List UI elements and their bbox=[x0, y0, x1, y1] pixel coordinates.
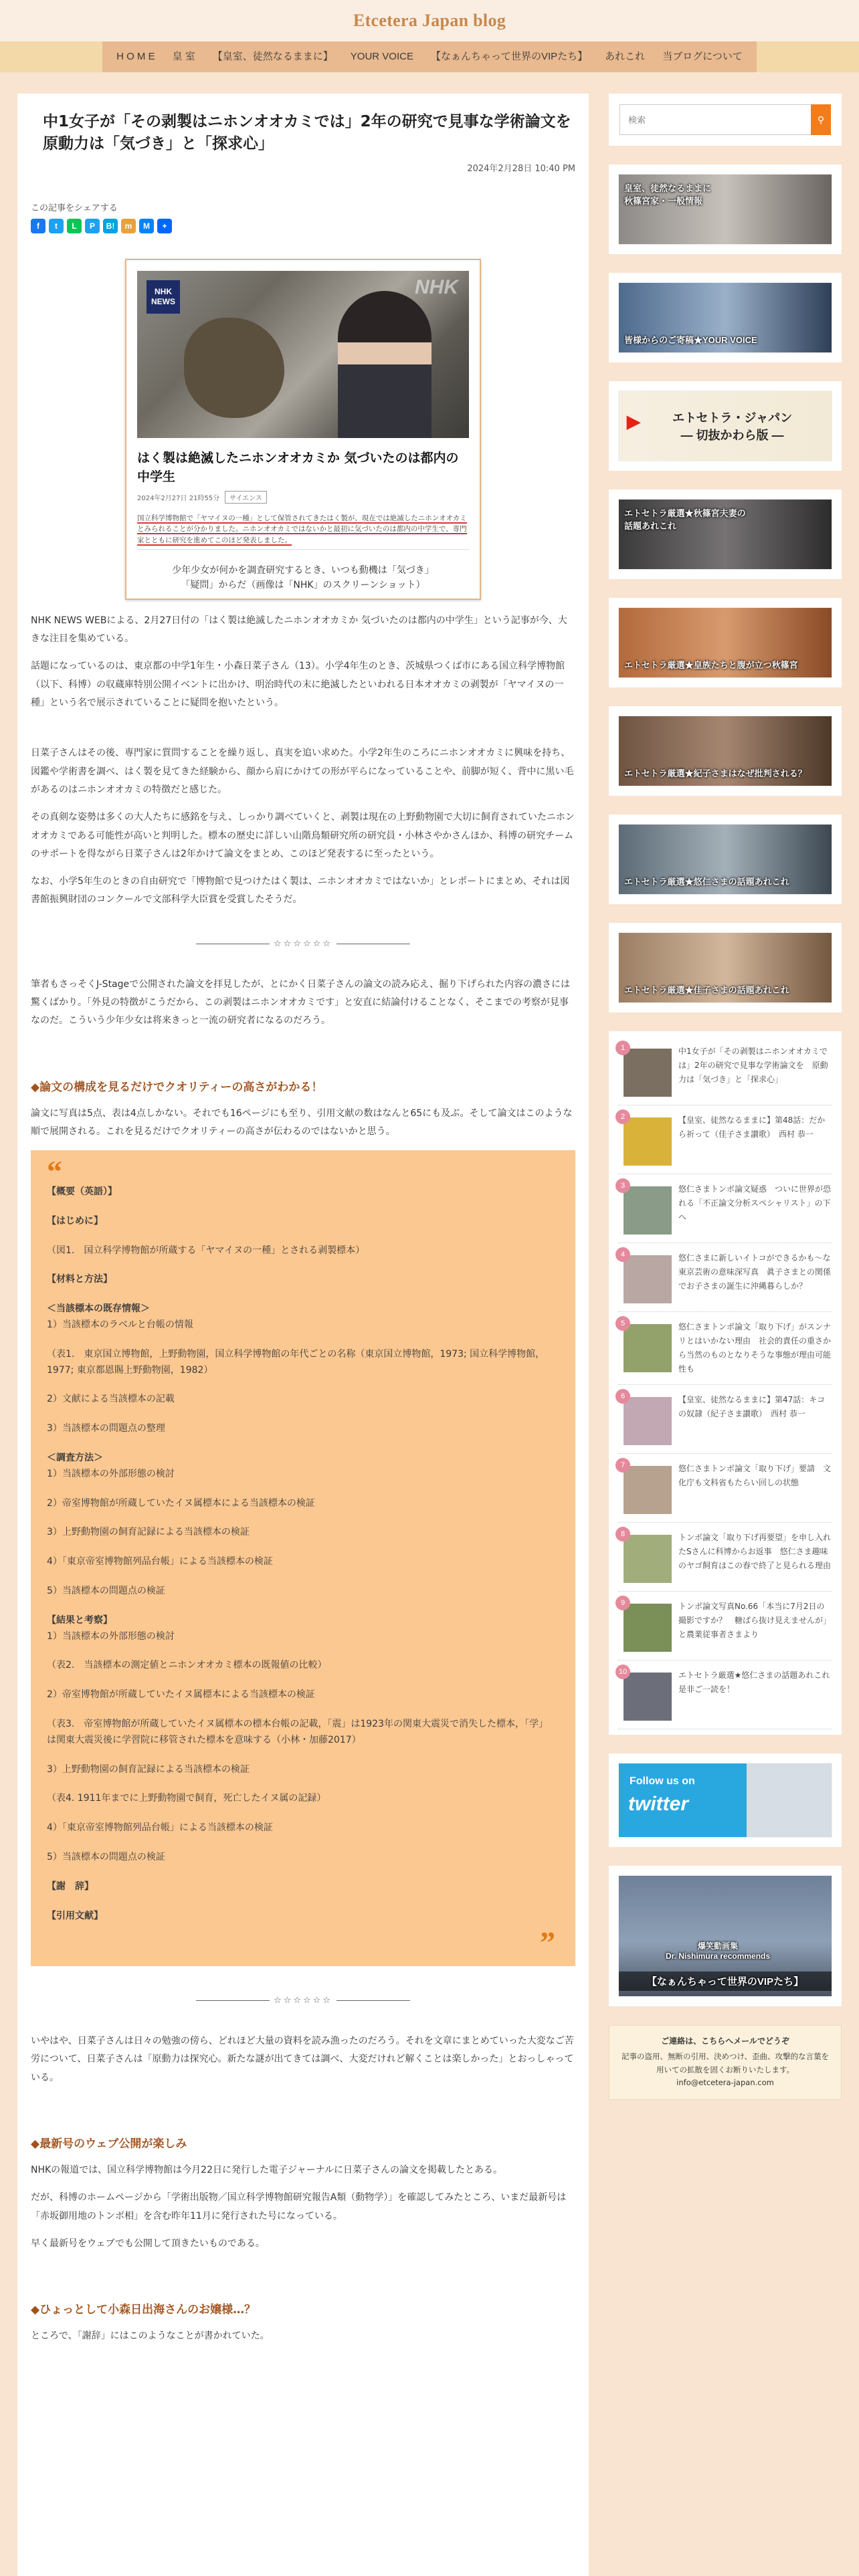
paragraph: 日菜子さんはその後、専門家に質問することを繰り返し、真実を追い求めた。小学2年生のころにニホンオオカミに興味を持ち、図鑑や学術書を調べ、はく製を見てきた経験から、顔から肩にかけての形が平らになっていることや、前脚が短く、背中に黒い毛があるのはニホンオオカミの特徴だと感じた。 bbox=[31, 748, 574, 795]
ranking-item[interactable] bbox=[618, 1312, 832, 1385]
outline-line bbox=[47, 1301, 555, 1333]
main-nav bbox=[0, 41, 859, 72]
rank-number-badge: 3 bbox=[615, 1178, 630, 1193]
banner-widget bbox=[609, 381, 842, 471]
outline-line: 【材料と方法】 bbox=[47, 1274, 112, 1285]
paragraph-group-b bbox=[31, 744, 575, 909]
line-icon[interactable]: L bbox=[67, 219, 82, 233]
divider-stars: ☆☆☆☆☆☆ bbox=[274, 938, 332, 949]
rank-number-badge: 8 bbox=[615, 1527, 630, 1541]
outline-line: 4）「東京帝室博物館列品台帳」による当該標本の検証 bbox=[47, 1556, 273, 1568]
search-widget bbox=[609, 94, 842, 146]
paragraph-group-c bbox=[31, 976, 575, 1031]
outline-item: 1）当該標本のラベルと台帳の情報 bbox=[47, 1319, 193, 1330]
divider-stars-2: ☆☆☆☆☆☆ bbox=[274, 1996, 332, 2006]
paragraph-group-a bbox=[31, 612, 575, 712]
news-body bbox=[137, 513, 469, 550]
banner-akishino[interactable] bbox=[618, 499, 832, 570]
ranking-thumbnail[interactable] bbox=[624, 1255, 672, 1303]
search-icon: ⚲ bbox=[817, 114, 825, 125]
paragraph: だが、科博のホームページから「学術出版物／国立科学博物館研究報告A類（動物学）」を確認してみたところ、いまだ最新号は「赤坂御用地のトンボ相」を含む昨年11月に発行された号になっている。 bbox=[31, 2192, 567, 2222]
outline-item: 1）当該標本の外部形態の検討 bbox=[47, 1468, 175, 1479]
outline-line: （表4. 1911年までに上野動物園で飼育，死亡したイヌ属の記録） bbox=[47, 1793, 326, 1804]
paragraph: 早く最新号をウェブでも公開して頂きたいものである。 bbox=[31, 2238, 265, 2249]
nav-item-3[interactable]: YOUR VOICE bbox=[350, 51, 413, 62]
outline-line: 【引用文献】 bbox=[47, 1910, 103, 1921]
outline-line: 4）「東京帝室博物館列品台帳」による当該標本の検証 bbox=[47, 1822, 273, 1834]
ranking-widget bbox=[609, 1031, 842, 1735]
rank-number-badge: 9 bbox=[615, 1596, 630, 1610]
twitter-follow-banner[interactable] bbox=[618, 1763, 832, 1838]
ranking-thumbnail[interactable] bbox=[624, 1604, 672, 1652]
figure-caption bbox=[126, 560, 480, 599]
banner-kiko-label: エトセトラ厳選★紀子さまはなぜ批判される？ bbox=[624, 768, 807, 778]
banner-widget bbox=[609, 923, 842, 1012]
hatena-icon[interactable]: B! bbox=[103, 219, 118, 233]
wolf-specimen-shape bbox=[184, 318, 284, 418]
outline-line: 2）帝室博物館が所蔵していたイヌ属標本による当該標本の検証 bbox=[47, 1497, 315, 1509]
rank-number-badge: 4 bbox=[615, 1247, 630, 1262]
site-header bbox=[0, 0, 859, 41]
quote-open-icon: “ bbox=[47, 1154, 62, 1189]
ranking-title-link[interactable]: 【皇室、徒然なるままに】第48話：だから祈って（佳子さま讃歌） 西村 恭一 bbox=[678, 1115, 826, 1139]
twitter-icon[interactable]: t bbox=[49, 219, 64, 233]
ranking-thumbnail[interactable] bbox=[624, 1117, 672, 1166]
ranking-thumbnail[interactable] bbox=[624, 1186, 672, 1235]
outline-line: 5）当該標本の問題点の検証 bbox=[47, 1585, 165, 1596]
vip-banner-top: 爆笑動画集 Dr. Nishimura recommends bbox=[666, 1941, 771, 1961]
banner-your-voice-label: 皆様からのご寄稿★YOUR VOICE bbox=[624, 335, 757, 345]
paragraph-group-d bbox=[31, 2032, 575, 2087]
twitter-logo-text: twitter bbox=[628, 1793, 688, 1815]
banner-kiko[interactable] bbox=[618, 716, 832, 786]
contact-widget bbox=[609, 2025, 842, 2100]
rank-number-badge: 10 bbox=[615, 1665, 630, 1679]
sidebar bbox=[609, 94, 842, 2119]
rank-number-badge: 5 bbox=[615, 1316, 630, 1331]
outline-line: 【はじめに】 bbox=[47, 1215, 103, 1226]
quote-close-icon: ” bbox=[540, 1925, 555, 1960]
outline-line: 【概要（英語）】 bbox=[47, 1186, 117, 1197]
banner-anger[interactable] bbox=[618, 607, 832, 678]
messenger-icon[interactable]: M bbox=[139, 219, 154, 233]
ranking-item[interactable] bbox=[618, 1105, 832, 1174]
banner-anger-label: エトセトラ厳選★皇族たちと腹が立つ秋篠宮 bbox=[624, 660, 798, 670]
ranking-item[interactable] bbox=[618, 1385, 832, 1454]
nhk-news-logo bbox=[147, 280, 180, 314]
news-tag: サイエンス bbox=[225, 491, 267, 504]
ranking-title-link[interactable]: 悠仁さまトンボ論文「取り下げ」要請 文化庁も文科省もたらい回しの状態 bbox=[678, 1464, 832, 1487]
caption-line-2: 「疑問」からだ（画像は「NHK」のスクリーンショット） bbox=[181, 580, 425, 591]
caption-line-1: 少年少女が何かを調査研究するとき、いつも動機は「気づき」 bbox=[172, 565, 434, 576]
outline-line: 3）上野動物園の飼育記録による当該標本の検証 bbox=[47, 1527, 250, 1538]
contact-title: ご連絡は、こちらへメールでどうぞ bbox=[661, 2036, 789, 2046]
ranking-item[interactable] bbox=[618, 1660, 838, 1729]
ranking-title-link[interactable]: トンボ論文写真No.66「本当に7月2日の撮影ですか？ 糖ばら抜け見えませんが」と農業従事者さまより bbox=[678, 1602, 832, 1639]
section-heading-web: ◆最新号のウェブ公開が楽しみ bbox=[31, 2137, 187, 2151]
nav-item-6[interactable]: 当ブログについて bbox=[662, 51, 743, 62]
pocket-icon[interactable]: P bbox=[85, 219, 100, 233]
ranking-title-link[interactable]: 悠仁さまトンボ論文「取り下げ」がスンナリとはいかない理由 社会的責任の重さから当然のものとなりそうな事態が理由可能性も bbox=[678, 1322, 832, 1374]
section-heading-structure: ◆論文の構成を見るだけでクオリティーの高さがわかる！ bbox=[31, 1080, 323, 1094]
vip-widget bbox=[609, 1866, 842, 2006]
nav-item-0[interactable]: H O M E bbox=[116, 51, 155, 62]
banner-youtube-label: エトセトラ・ジャパン — 切抜かわら版 — bbox=[672, 411, 793, 442]
outline-line: 3）上野動物園の飼育記録による当該標本の検証 bbox=[47, 1763, 250, 1775]
paper-outline-quote bbox=[31, 1150, 575, 1966]
facebook-icon[interactable]: f bbox=[31, 219, 45, 233]
ranking-item[interactable] bbox=[618, 1523, 832, 1592]
twitter-widget bbox=[609, 1753, 842, 1847]
page-title: 中1女子が「その剥製はニホンオオカミでは」2年の研究で見事な学術論文を 原動力は「気づき」と「探求心」 bbox=[43, 113, 587, 153]
nhk-badge-text: NHK NEWS bbox=[151, 287, 175, 306]
ranking-title-link[interactable]: 悠仁さまトンボ論文疑惑 ついに世界が恐れる「不正論文分析スペシャリスト」の下へ bbox=[678, 1184, 832, 1222]
share-buttons bbox=[31, 219, 575, 233]
ranking-title-link[interactable]: エトセトラ厳選★悠仁さまの話題あれこれ 是非ご一読を！ bbox=[678, 1671, 838, 1694]
outline-line: （表2. 当該標本の測定値とニホンオオカミ標本の既報値の比較） bbox=[47, 1660, 327, 1671]
rank-number-badge: 2 bbox=[615, 1109, 630, 1124]
ranking-thumbnail[interactable] bbox=[624, 1397, 672, 1445]
paragraph: 話題になっているのは、東京都の中学1年生・小森日菜子さん（13）。小学4年生のとき、茨城県つくば市にある国立科学博物館（以下、科博）の収蔵庫特別公開イベントに出かけ、明治時代の末に絶滅したといわれる日本オオカミの剥製が「ヤマイヌの一種」という名で展示されていることに疑問を抱いたという。 bbox=[31, 661, 565, 709]
section-paragraph: 論文に写真は5点、表は4点しかない。それでも16ページにも至り、引用文献の数はなんと65にも及ぶ。そして論文はこのような順で展開される。これを見るだけでクオリティーの高さが伝わるのではないかと思う。 bbox=[31, 1107, 573, 1137]
search-box bbox=[619, 104, 831, 135]
nav-item-4[interactable]: 【なぁんちゃって世界のVIPたち】 bbox=[430, 51, 588, 62]
twitter-follow-text: Follow us on bbox=[630, 1776, 695, 1787]
nav-item-2[interactable]: 【皇室、徒然なるままに】 bbox=[212, 51, 333, 62]
outline-item: 1）当該標本の外部形態の検討 bbox=[47, 1630, 175, 1642]
vip-video-banner[interactable] bbox=[618, 1875, 832, 1997]
article bbox=[17, 94, 589, 2576]
main-nav-items bbox=[102, 41, 757, 72]
news-body-text: 国立科学博物館で「ヤマイヌの一種」として保管されてきたはく製が、現在では絶滅したニホンオオカミとみられることが分かりました。ニホンオオカミではないかと最初に気づいたのは都内の中学生で、専門家とともに研究を進めてこのほど発表しました。 bbox=[137, 514, 467, 545]
contact-body: 記事の盗用、無断の引用、決めつけ、歪曲、攻撃的な言葉を用いての拡散を固くお断りいたします。 info@etcetera-japan.com bbox=[621, 2052, 830, 2088]
ranking-title-link[interactable]: 中1女子が「その剥製はニホンオオカミでは」2年の研究で見事な学術論文を 原動力は「気づき」と「探求心」 bbox=[678, 1047, 828, 1084]
ranking-thumbnail[interactable] bbox=[624, 1049, 672, 1097]
section-divider bbox=[31, 939, 575, 949]
nhk-screenshot bbox=[137, 271, 469, 550]
outline-subheading: ＜当該標本の既存情報＞ bbox=[47, 1303, 150, 1315]
outline-line: 3）当該標本の問題点の整理 bbox=[47, 1423, 165, 1434]
ranking-item[interactable] bbox=[618, 1243, 832, 1312]
banner-widget bbox=[609, 165, 842, 254]
outline-subheading: ＜調査方法＞ bbox=[47, 1452, 103, 1463]
outline-line: （表3. 帝室博物館が所蔵していたイヌ属標本の標本台帳の記載，「震」は1923年の関東大震災で消失した標本，「学」は関東大震災後に学習院に移管された標本を意味する（小林・加藤2017） bbox=[47, 1718, 548, 1745]
banner-widget bbox=[609, 273, 842, 362]
nav-item-1[interactable]: 皇 室 bbox=[172, 51, 195, 62]
nav-item-5[interactable]: あれこれ bbox=[605, 51, 646, 62]
outline-subheading: 【結果と考察】 bbox=[47, 1614, 112, 1626]
banner-youtube[interactable] bbox=[618, 391, 832, 461]
search-input[interactable] bbox=[619, 104, 811, 135]
banner-your-voice[interactable] bbox=[618, 282, 832, 353]
paragraph: 筆者もさっそくJ-Stageで公開された論文を拝見したが、とにかく日菜子さんの論文の読み応え、掘り下げられた内容の濃さには驚くばかり。「外見の特徴がこうだから、この剥製はニホンオオカミです」と安直に結論付けることなく、そこまでの考察が見事なのだ。こういう少年少女は将来きっと一流の研究者になるのだろう。 bbox=[31, 978, 570, 1027]
student-shape bbox=[338, 291, 432, 438]
ranking-title-link[interactable]: トンボ論文「取り下げ再要望」を申し入れたSさんに科博からお返事 悠仁さま趣味のヤゴ飼育はこの春で終了と見られる理由 bbox=[678, 1533, 832, 1570]
news-date: 2024年2月27日 21時55分 bbox=[137, 494, 220, 502]
rank-number-badge: 6 bbox=[615, 1389, 630, 1404]
ranking-thumbnail[interactable] bbox=[624, 1466, 672, 1514]
outline-line bbox=[47, 1613, 555, 1645]
banner-hisahito[interactable] bbox=[618, 824, 832, 895]
banner-widget bbox=[609, 706, 842, 796]
share-plus-icon[interactable]: + bbox=[157, 219, 172, 233]
ranking-thumbnail[interactable] bbox=[624, 1324, 672, 1372]
youtube-icon: ▶ bbox=[627, 411, 640, 431]
outline-line: （表1. 東京国立博物館，上野動物園，国立科学博物館の年代ごとの名称（東京国立博物館，1973; 国立科学博物館，1977; 東京都恩賜上野動物園，1982） bbox=[47, 1348, 545, 1376]
banner-widget bbox=[609, 490, 842, 579]
category-banners bbox=[609, 165, 842, 1012]
ranking-title-link[interactable]: 悠仁さまに新しいイトコができるかも〜な東京芸術の意味深写真 眞子さまとの関係でお子さまの誕生に沖縄暮らしか？ bbox=[678, 1253, 832, 1291]
banner-koshitsu[interactable] bbox=[618, 174, 832, 245]
nhk-watermark: NHK bbox=[415, 276, 458, 298]
paragraph: その真剣な姿勢は多くの大人たちに感銘を与え、しっかり調べていくと、剥製は現在の上野動物園で大切に飼育されていたニホンオオカミである可能性が高いと判明した。標本の歴史に詳しい山階鳥類研究所の研究員・小林さやかさんほか、科博の研究チームのサポートを得ながら日菜子さんは2年かけて論文をまとめ、このほど発表するに至ったという。 bbox=[31, 812, 575, 859]
banner-widget bbox=[609, 815, 842, 904]
banner-kako[interactable] bbox=[618, 932, 832, 1003]
paragraph: なお、小学5年生のときの自由研究で「博物館で見つけたはく製は、ニホンオオカミではないか」とレポートにまとめ、それは図書館振興財団のコンクールで文部科学大臣賞を受賞したそうだ。 bbox=[31, 876, 570, 905]
news-meta bbox=[137, 491, 469, 504]
banner-akishino-label: エトセトラ厳選★秋篠宮夫妻の 話題あれこれ bbox=[624, 508, 746, 531]
section-heading-daughter: ◆ひょっとして小森日出海さんのお嬢様…？ bbox=[31, 2303, 256, 2317]
article-figure bbox=[125, 259, 481, 600]
ranking-item[interactable] bbox=[618, 1592, 832, 1660]
ranking-item[interactable] bbox=[618, 1454, 832, 1523]
share-label: この記事をシェアする bbox=[31, 203, 118, 213]
banner-hisahito-label: エトセトラ厳選★悠仁さまの話題あれこれ bbox=[624, 877, 789, 887]
outline-line: 5）当該標本の問題点の検証 bbox=[47, 1851, 165, 1862]
outline-line: 2）文献による当該標本の記載 bbox=[47, 1394, 175, 1405]
banner-widget bbox=[609, 598, 842, 687]
paragraph: NHK NEWS WEBによる、2月27日付の「はく製は絶滅したニホンオオカミか 気づいたのは都内の中学生」という記事が今、大きな注目を集めている。 bbox=[31, 615, 567, 645]
section-divider-2 bbox=[31, 1996, 575, 2006]
rank-number-badge: 7 bbox=[615, 1458, 630, 1473]
mixi-icon[interactable]: m bbox=[121, 219, 136, 233]
rank-number-badge: 1 bbox=[615, 1041, 630, 1055]
banner-kako-label: エトセトラ厳選★佳子さまの話題あれこれ bbox=[624, 985, 789, 995]
paragraph: ところで、「謝辞」にはこのようなことが書かれていた。 bbox=[31, 2331, 270, 2342]
ranking-thumbnail[interactable] bbox=[624, 1673, 672, 1721]
paragraph: NHKの報道では、国立科学博物館は今月22日に発行した電子ジャーナルに日菜子さんの論文を掲載したとある。 bbox=[31, 2165, 503, 2175]
outline-line: （図1. 国立科学博物館が所蔵する「ヤマイヌの一種」とされる剥製標本） bbox=[47, 1245, 365, 1256]
news-headline: はく製は絶滅したニホンオオカミか 気づいたのは都内の中学生 bbox=[137, 450, 459, 485]
ranking-title-link[interactable]: 【皇室、徒然なるままに】第47話：キコの奴隷（紀子さま讃歌） 西村 恭一 bbox=[678, 1395, 826, 1418]
post-date: 2024年2月28日 10:40 PM bbox=[467, 163, 575, 174]
outline-line: 【謝 辞】 bbox=[47, 1881, 94, 1892]
outline-line bbox=[47, 1451, 555, 1483]
paragraph-group-f bbox=[31, 2327, 575, 2345]
ranking-thumbnail[interactable] bbox=[624, 1535, 672, 1583]
quote-lines bbox=[47, 1184, 555, 1924]
paragraph-group-e bbox=[31, 2161, 575, 2253]
news-photo bbox=[137, 271, 469, 438]
paragraph: いやはや、日菜子さんは日々の勉強の傍ら、どれほど大量の資料を読み漁ったのだろう。それを文章にまとめていった大変なご苦労について、日菜子さんは「原動力は探究心。新たな謎が出てきては調べ、大変だけれど解くことは楽しかった」とおっしゃっている。 bbox=[31, 2036, 574, 2083]
outline-line: 2）帝室博物館が所蔵していたイヌ属標本による当該標本の検証 bbox=[47, 1689, 315, 1701]
ranking-item[interactable] bbox=[618, 1174, 832, 1243]
banner-koshitsu-label: 皇室、徒然なるままに 秋篠宮家・一般情報 bbox=[624, 183, 712, 206]
vip-banner-bottom: 【なぁんちゃって世界のVIPたち】 bbox=[619, 1971, 832, 1991]
site-title[interactable]: Etcetera Japan blog bbox=[353, 11, 506, 30]
search-button[interactable] bbox=[811, 104, 831, 135]
ranking-item[interactable] bbox=[618, 1037, 832, 1105]
